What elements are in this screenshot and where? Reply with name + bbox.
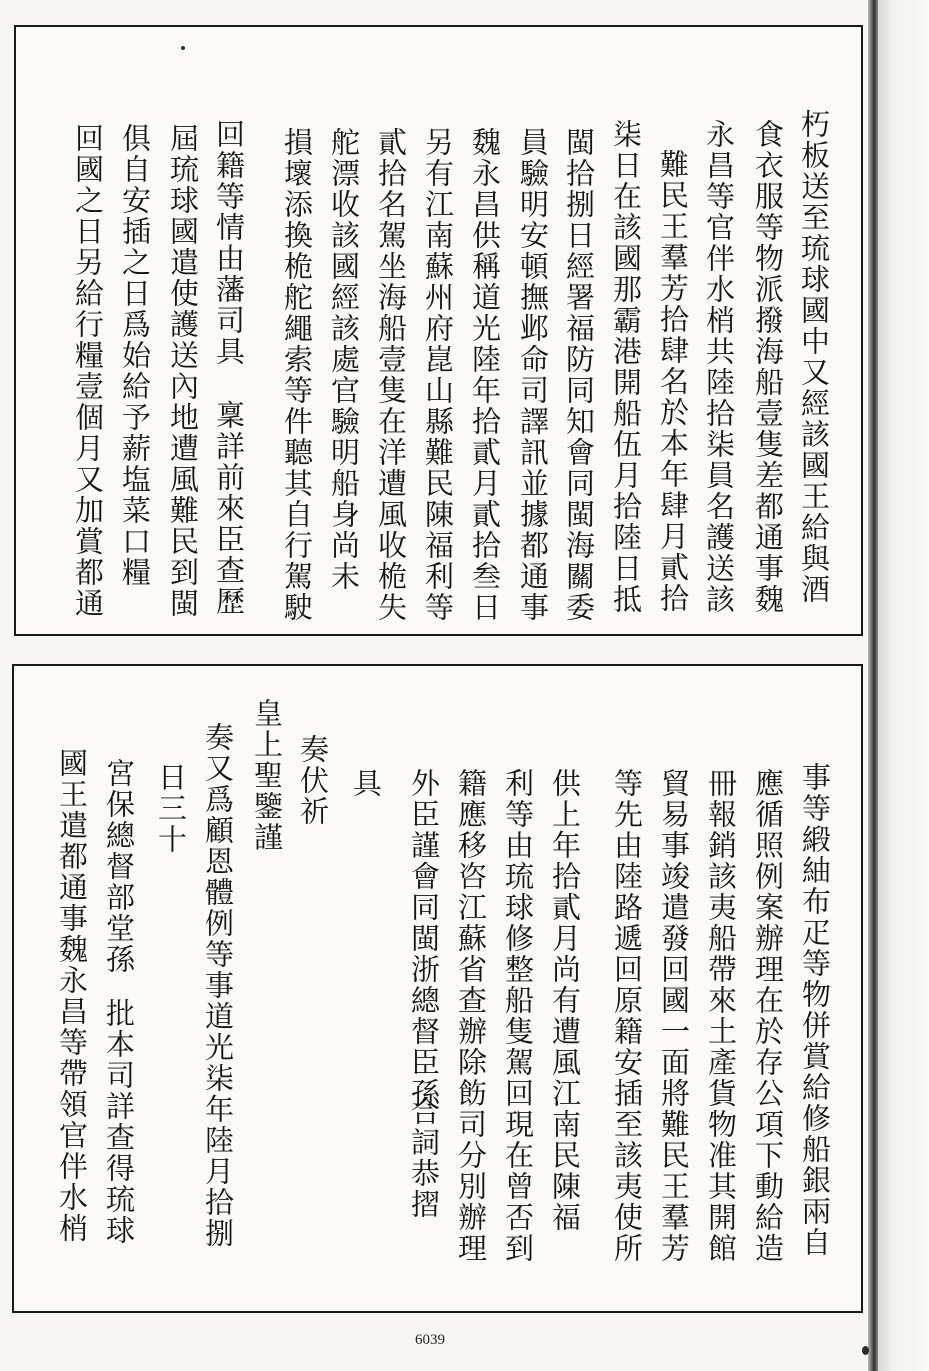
text-column: 魏永昌供稱道光陸年拾貳月貳拾叁日 [468, 127, 502, 623]
text-column: 批本司詳查得琉球 [102, 998, 136, 1246]
text-column: 永昌等官伴水梢共陸拾柒員名護送該 [702, 119, 736, 615]
text-column: 屆琉球國遣使護送內地遭風難民到閩 [166, 123, 200, 619]
text-column: 應循照例案辦理在於存公項下動給造 [751, 768, 785, 1264]
bottom-manuscript-panel [12, 664, 863, 1313]
text-column: 具 [349, 768, 383, 799]
text-column: 國王遣都通事魏永昌等帶領官伴水梢 [55, 748, 89, 1244]
book-binding-edge [868, 0, 878, 1371]
text-column: 奏又爲顧恩體例等事道光柒年陸月拾捌 [201, 722, 235, 1249]
text-column: 俱自安插之日爲始給予薪塩菜口糧 [118, 123, 152, 588]
text-column: 朽板送至琉球國中又經該國王給與酒 [797, 109, 831, 605]
facing-page-edge [878, 0, 929, 1371]
text-column: 另有江南蘇州府崑山縣難民陳福利等 [421, 127, 455, 623]
text-column: 舵漂收該國經該處官驗明船身尚未 [327, 127, 361, 592]
text-column: 損壞添換桅舵繩索等件聽其自行駕駛 [280, 127, 314, 623]
page-number: 6039 [415, 1332, 445, 1348]
text-column: 外臣謹會同閩浙總督臣孫 [407, 768, 441, 1109]
text-column: 事等緞紬布疋等物併賞給修船銀兩自 [798, 762, 832, 1258]
text-column: 閩拾捌日經署福防同知會同閩海關委 [562, 127, 596, 623]
top-manuscript-panel [14, 25, 863, 636]
text-column: 貿易事竣遣發回國一面將難民王羣芳 [657, 768, 691, 1264]
text-column: 皇上聖鑒謹 [250, 698, 284, 853]
text-column: 合詞恭摺 [407, 1096, 441, 1220]
text-column: 籍應移咨江蘇省查辦除飭司分別辦理 [454, 768, 488, 1264]
text-column: 貳拾名駕坐海船壹隻在洋遭風收桅失 [374, 127, 408, 623]
text-column: 冊報銷該夷船帶來土產貨物准其開館 [704, 768, 738, 1264]
ink-speck [181, 46, 185, 50]
text-column: 員驗明安頓撫邺命司譯訊並據都通事 [516, 127, 550, 623]
text-column: 日三十 [154, 762, 188, 855]
text-column: 等先由陸路遞回原籍安插至該夷使所 [610, 768, 644, 1264]
text-column: 柒日在該國那霸港開船伍月拾陸日抵 [609, 119, 643, 615]
text-column: 回籍等情由藩司具 [212, 119, 246, 367]
text-column: 稟詳前來臣查歷 [212, 400, 246, 617]
text-column: 回國之日另給行糧壹個月又加賞都通 [71, 123, 105, 619]
text-column: 供上年拾貳月尚有遭風江南民陳福 [548, 768, 582, 1233]
text-column: 利等由琉球修整船隻駕回現在曾否到 [501, 768, 535, 1264]
text-column: 奏伏祈 [296, 734, 330, 827]
text-column: 食衣服等物派撥海船壹隻差都通事魏 [751, 119, 785, 615]
text-column: 宮保總督部堂孫 [102, 758, 136, 975]
ink-speck [862, 1346, 869, 1355]
text-column: 難民王羣芳拾肆名於本年肆月貳拾 [656, 149, 690, 614]
